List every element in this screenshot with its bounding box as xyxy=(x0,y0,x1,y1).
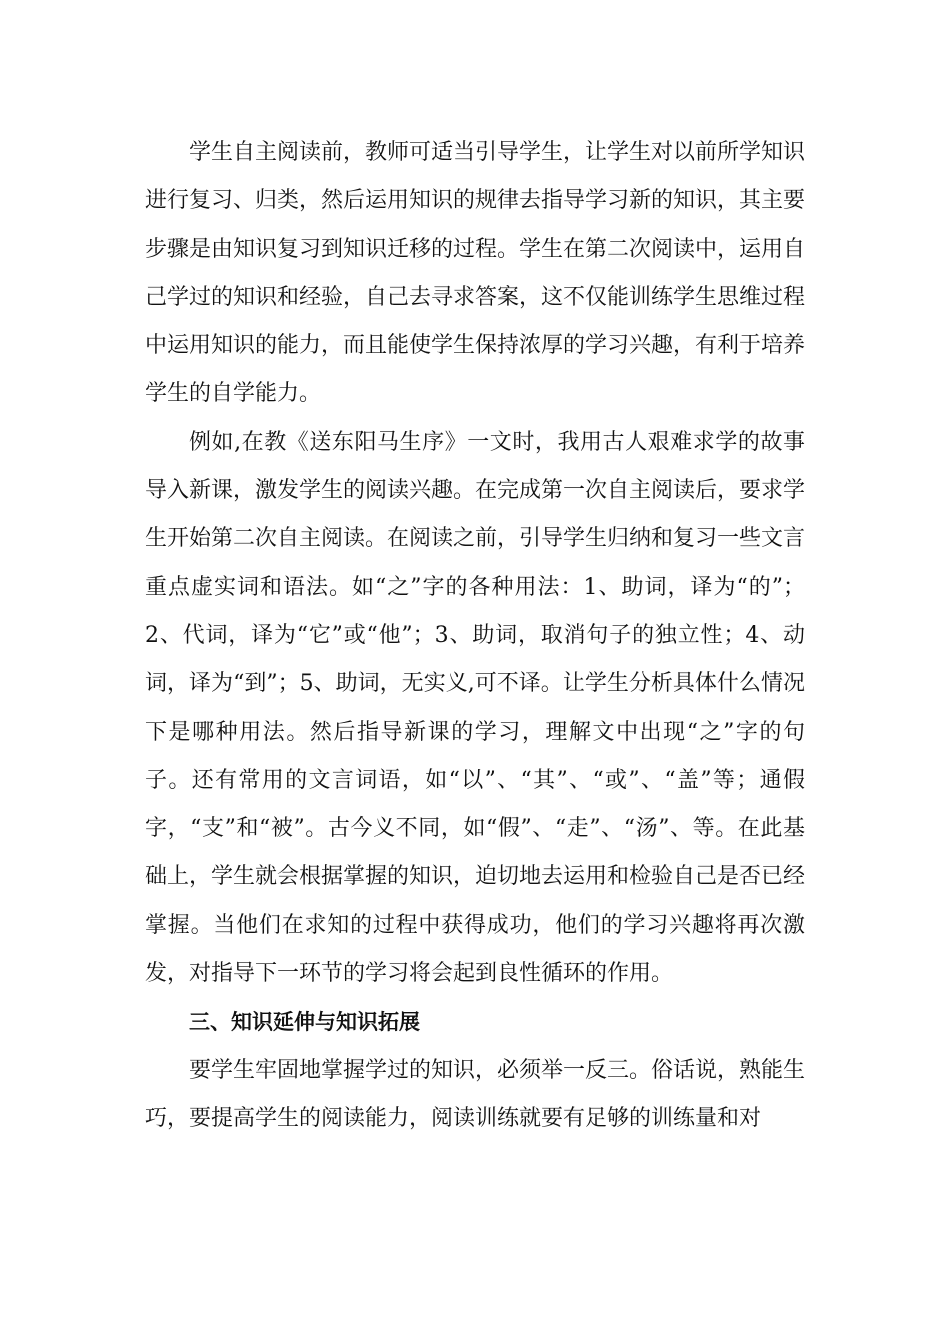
paragraph-self-reading: 学生自主阅读前，教师可适当引导学生，让学生对以前所学知识进行复习、归类，然后运用知识的规律去指导学习新的知识，其主要步骤是由知识复习到知识迁移的过程。学生在第二次阅读中，运用自己学过的知识和经验，自己去寻求答案，这不仅能训练学生思维过程中运用知识的能力，而且能使学生保持浓厚的学习兴趣，有利于培养学生的自学能力。 xyxy=(145,140,806,407)
section-heading: 三、知识延伸与知识拓展 xyxy=(189,1010,420,1035)
paragraph-example: 例如,在教《送东阳马生序》一文时，我用古人艰难求学的故事导入新课，激发学生的阅读兴趣。在完成第一次自主阅读后，要求学生开始第二次自主阅读。在阅读之前，引导学生归纳和复习一些文言重点虚实词和语法。如“之”字的各种用法：1、助词，译为“的”；2、代词，译为“它”或“他”；3、助词，取消句子的独立性；4、动词，译为“到”；5、助词，无实义,可不译。让学生分析具体什么情况下是哪种用法。然后指导新课的学习，理解文中出现“之”字的句子。还有常用的文言词语，如“以”、“其”、“或”、“盖”等；通假字，“支”和“被”。古今义不同，如“假”、“走”、“汤”、等。在此基础上，学生就会根据掌握的知识，迫切地去运用和检验自己是否已经掌握。当他们在求知的过程中获得成功，他们的学习兴趣将再次激发，对指导下一环节的学习将会起到良性循环的作用。 xyxy=(145,429,806,987)
paragraph-extension: 要学生牢固地掌握学过的知识，必须举一反三。俗话说，熟能生巧，要提高学生的阅读能力，阅读训练就要有足够的训练量和对 xyxy=(145,1057,806,1131)
document-body xyxy=(145,129,805,1143)
